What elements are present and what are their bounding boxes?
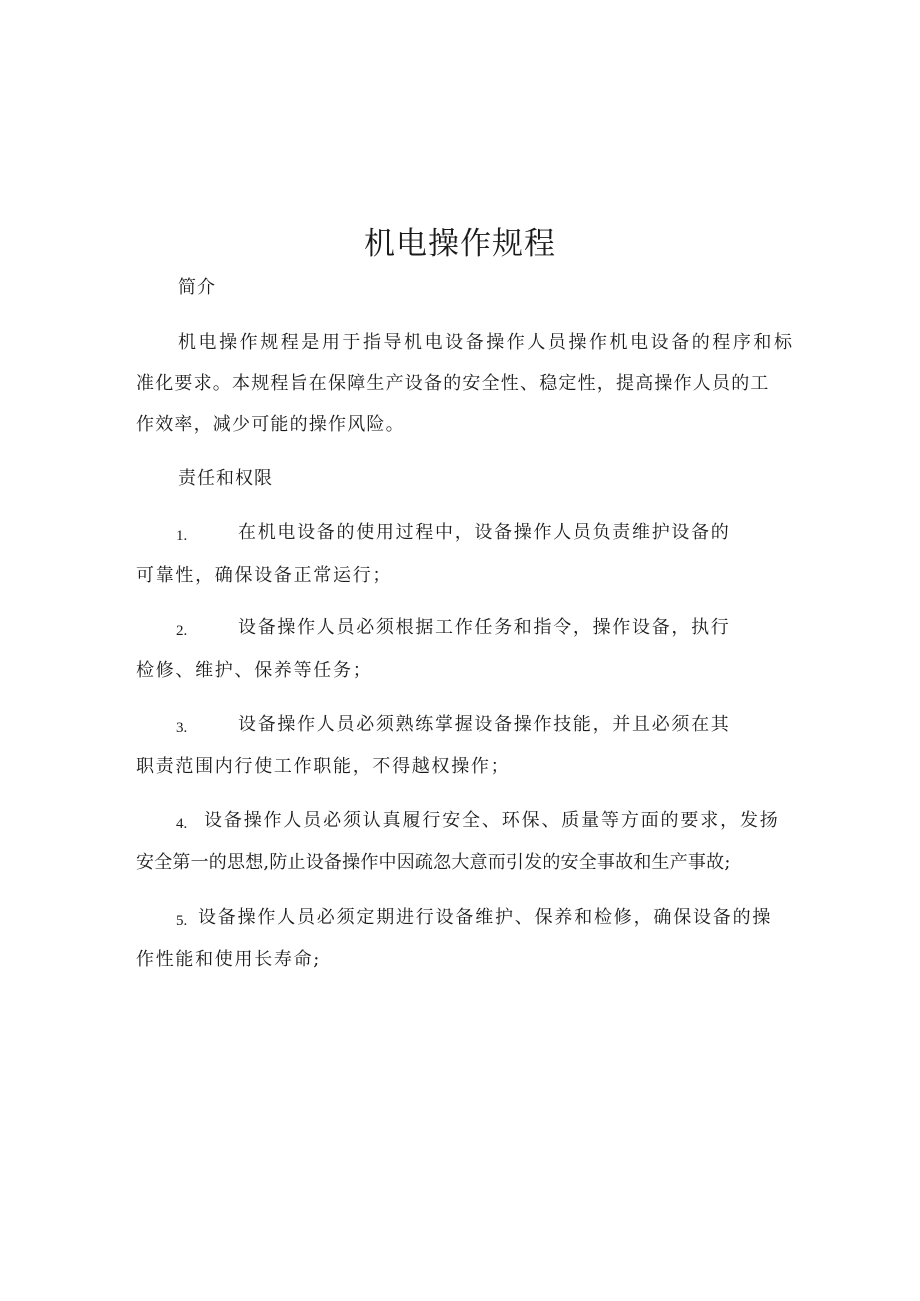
- list-item-line: 设备操作人员必须认真履行安全、环保、质量等方面的要求，发扬: [204, 810, 780, 831]
- list-item-number: 3.: [176, 720, 188, 736]
- list-item-line: 设备操作人员必须定期进行设备维护、保养和检修，确保设备的操: [198, 907, 773, 928]
- list-item-line: 可靠性，确保设备正常运行；: [136, 565, 393, 586]
- list-item-line: 设备操作人员必须根据工作任务和指令，操作设备，执行: [238, 617, 731, 638]
- list-item-line: 作性能和使用长寿命;: [136, 949, 322, 970]
- list-item-number: 4.: [176, 816, 188, 832]
- list-item-line: 安全第一的思想,防止设备操作中因疏忽大意而引发的安全事故和生产事故;: [136, 852, 731, 873]
- intro-line-2: 准化要求。本规程旨在保障生产设备的安全性、稳定性，提高操作人员的工: [136, 373, 770, 394]
- list-item-line: 检修、维护、保养等任务；: [136, 660, 373, 681]
- intro-line-3: 作效率，减少可能的操作风险。: [136, 414, 405, 435]
- intro-line-1: 机电操作规程是用于指导机电设备操作人员操作机电设备的程序和标: [178, 332, 795, 353]
- list-item-line: 在机电设备的使用过程中，设备操作人员负责维护设备的: [238, 522, 731, 543]
- list-item-line: 职责范围内行使工作职能，不得越权操作；: [136, 756, 511, 777]
- list-item-number: 5.: [176, 913, 188, 929]
- section-heading-responsibilities: 责任和权限: [178, 468, 273, 489]
- section-heading-intro: 简介: [178, 277, 216, 298]
- list-item-number: 2.: [176, 623, 188, 639]
- list-item-line: 设备操作人员必须熟练掌握设备操作技能，并且必须在其: [238, 714, 731, 735]
- list-item-number: 1.: [176, 528, 188, 544]
- page-title: 机电操作规程: [364, 226, 556, 262]
